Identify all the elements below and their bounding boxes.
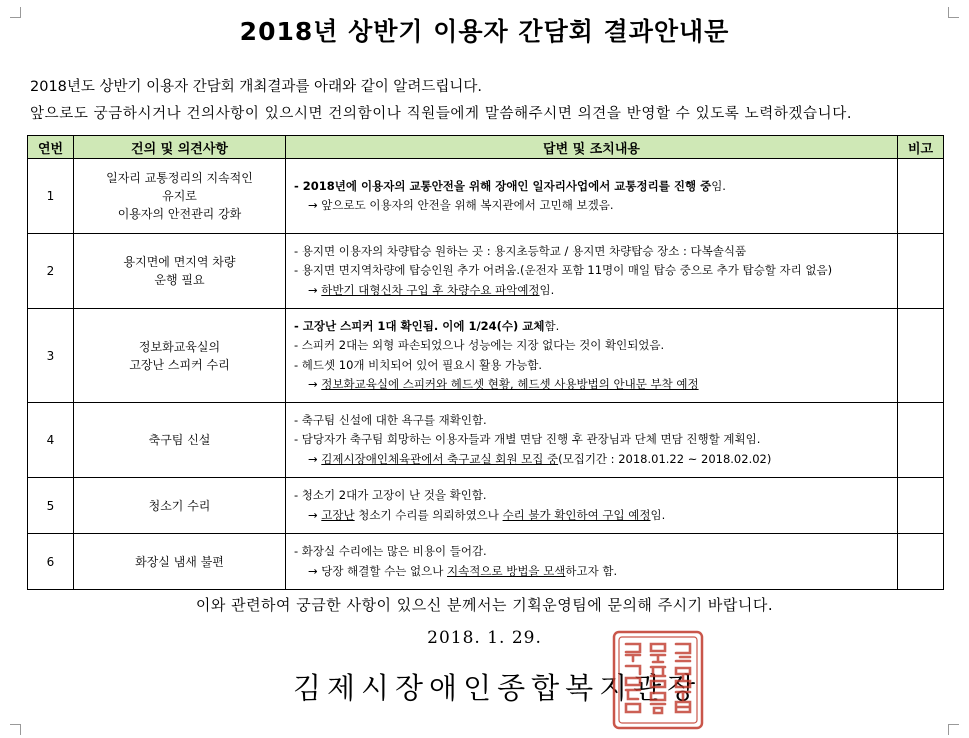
table-row — [28, 159, 944, 234]
row-item-line: 정보화교육실의 — [138, 339, 221, 354]
table-row — [28, 234, 944, 309]
answer-text: → 당장 해결할 수는 없으나 — [308, 563, 448, 578]
answer-bold-text: - 고장난 스피커 1대 확인됨. 이에 1/24(수) 교체 — [294, 318, 545, 333]
answer-text: 임. — [539, 282, 555, 297]
row-answer — [286, 309, 898, 403]
row-item-line: 고장난 스피커 수리 — [129, 357, 230, 372]
row-item-line: 청소기 수리 — [148, 498, 211, 513]
intro-line-1: 2018년도 상반기 이용자 간담회 개최결과를 아래와 같이 알려드립니다. — [30, 79, 482, 95]
header-note: 비고 — [898, 136, 944, 159]
row-item — [74, 403, 286, 478]
answer-line: → 앞으로도 이용자의 안전을 위해 복지관에서 고민해 보겠음. — [308, 198, 614, 212]
row-num: 1 — [28, 159, 74, 234]
page-corner-mark — [948, 724, 959, 735]
header-item: 건의 및 의견사항 — [74, 136, 286, 159]
row-answer — [286, 403, 898, 478]
answer-line: - 스피커 2대는 외형 파손되었으나 성능에는 지장 없다는 것이 확인되었음. — [294, 338, 665, 352]
answer-text: 하고자 함. — [565, 563, 618, 578]
row-item-line: 운행 필요 — [154, 273, 205, 287]
table-header-row — [28, 136, 944, 159]
row-item-line: 이용자의 안전관리 강화 — [117, 207, 242, 221]
answer-text: 임. — [711, 178, 726, 193]
answer-line — [294, 375, 891, 395]
intro-line-2: 앞으로도 궁금하시거나 건의사항이 있으시면 건의함이나 직원들에게 말씀해주시면 의견을 반영할 수 있도록 노력하겠습니다. — [30, 106, 853, 122]
row-answer — [286, 159, 898, 234]
header-answer: 답변 및 조치내용 — [286, 136, 898, 159]
answer-text: (모집기간 : 2018.01.22 ~ 2018.02.02) — [558, 451, 772, 466]
answer-line: - 용지면 이용자의 차량탑승 원하는 곳 : 용지초등학교 / 용지면 차량탑승 장소 : 다복솔식품 — [294, 243, 747, 258]
answer-line: - 헤드셋 10개 비치되어 있어 필요시 활용 가능함. — [294, 357, 542, 372]
row-num: 6 — [28, 534, 74, 590]
organization-signature: 김제시장애인종합복지관장 — [293, 671, 702, 705]
header-num: 연번 — [28, 136, 74, 159]
official-seal-stamp — [610, 628, 706, 732]
answer-text: 임. — [650, 507, 666, 522]
closing-text: 이와 관련하여 궁금한 사항이 있으신 분께서는 기획운영팀에 문의해 주시기 바랍니다. — [195, 596, 774, 614]
row-note — [898, 403, 944, 478]
answer-underlined-text: 정보화교육실에 스피커와 헤드셋 현황, 헤드셋 사용방법의 안내문 부착 예정 — [321, 377, 699, 391]
answer-underlined-text: 고장난 — [321, 507, 355, 522]
table-row — [28, 534, 944, 590]
row-num: 4 — [28, 403, 74, 478]
row-num: 5 — [28, 478, 74, 534]
row-item — [74, 534, 286, 590]
row-item-line: 용지면에 면지역 차량 — [123, 255, 236, 269]
row-item — [74, 234, 286, 309]
table-row — [28, 478, 944, 534]
document-date: 2018. 1. 29. — [427, 628, 542, 648]
answer-line: - 담당자가 축구팀 희망하는 이용자들과 개별 면담 진행 후 관장님과 단체 면담 진행할 계획임. — [294, 432, 761, 447]
row-note — [898, 234, 944, 309]
answer-line: - 청소기 2대가 고장이 난 것을 확인함. — [294, 488, 487, 502]
row-answer — [286, 534, 898, 590]
answer-line — [294, 281, 891, 301]
answer-line: - 축구팀 신설에 대한 욕구를 재확인함. — [294, 412, 487, 427]
answer-underlined-text: 하반기 대형신차 구입 후 차량수요 파악예정 — [321, 282, 540, 297]
document-title: 2018년 상반기 이용자 간담회 결과안내문 — [239, 17, 730, 46]
row-note — [898, 478, 944, 534]
arrow-text: → — [308, 282, 322, 297]
answer-line — [294, 562, 891, 582]
row-num: 3 — [28, 309, 74, 403]
table-row — [28, 309, 944, 403]
row-num: 2 — [28, 234, 74, 309]
row-item-line: 축구팀 신설 — [148, 433, 211, 447]
answer-line — [294, 177, 891, 197]
row-answer — [286, 234, 898, 309]
page-corner-mark — [10, 724, 21, 735]
answer-text: 청소기 수리를 의뢰하였으나 — [354, 507, 503, 522]
row-answer — [286, 478, 898, 534]
answer-underlined-text: 지속적으로 방법을 모색 — [447, 563, 566, 578]
answer-line — [294, 450, 891, 470]
answer-underlined-text: 김제시장애인체육관에서 축구교실 회원 모집 중 — [321, 451, 559, 466]
row-item-line: 화장실 냄새 불편 — [135, 554, 224, 569]
arrow-text: → — [308, 451, 322, 466]
row-note — [898, 309, 944, 403]
row-item-line: 유지로 — [162, 189, 197, 203]
row-item-line: 일자리 교통정리의 지속적인 — [106, 171, 253, 185]
row-item — [74, 478, 286, 534]
answer-underlined-text: 수리 불가 확인하여 구입 예정 — [502, 507, 651, 522]
answer-line: - 용지면 면지역차량에 탑승인원 추가 어려움.(운전자 포함 11명이 매일 탑승 중으로 추가 탑승할 자리 없음) — [294, 263, 833, 278]
arrow-text: → — [308, 377, 322, 391]
feedback-table — [27, 135, 944, 590]
answer-line: - 화장실 수리에는 많은 비용이 들어감. — [294, 544, 487, 558]
answer-text: 함. — [544, 318, 560, 333]
row-note — [898, 159, 944, 234]
arrow-text: → — [308, 507, 322, 522]
answer-line — [294, 506, 891, 526]
row-note — [898, 534, 944, 590]
table-row — [28, 403, 944, 478]
answer-line — [294, 317, 891, 337]
answer-bold-text: - 2018년에 이용자의 교통안전을 위해 장애인 일자리사업에서 교통정리를 진행 중 — [294, 178, 712, 193]
row-item — [74, 159, 286, 234]
row-item — [74, 309, 286, 403]
